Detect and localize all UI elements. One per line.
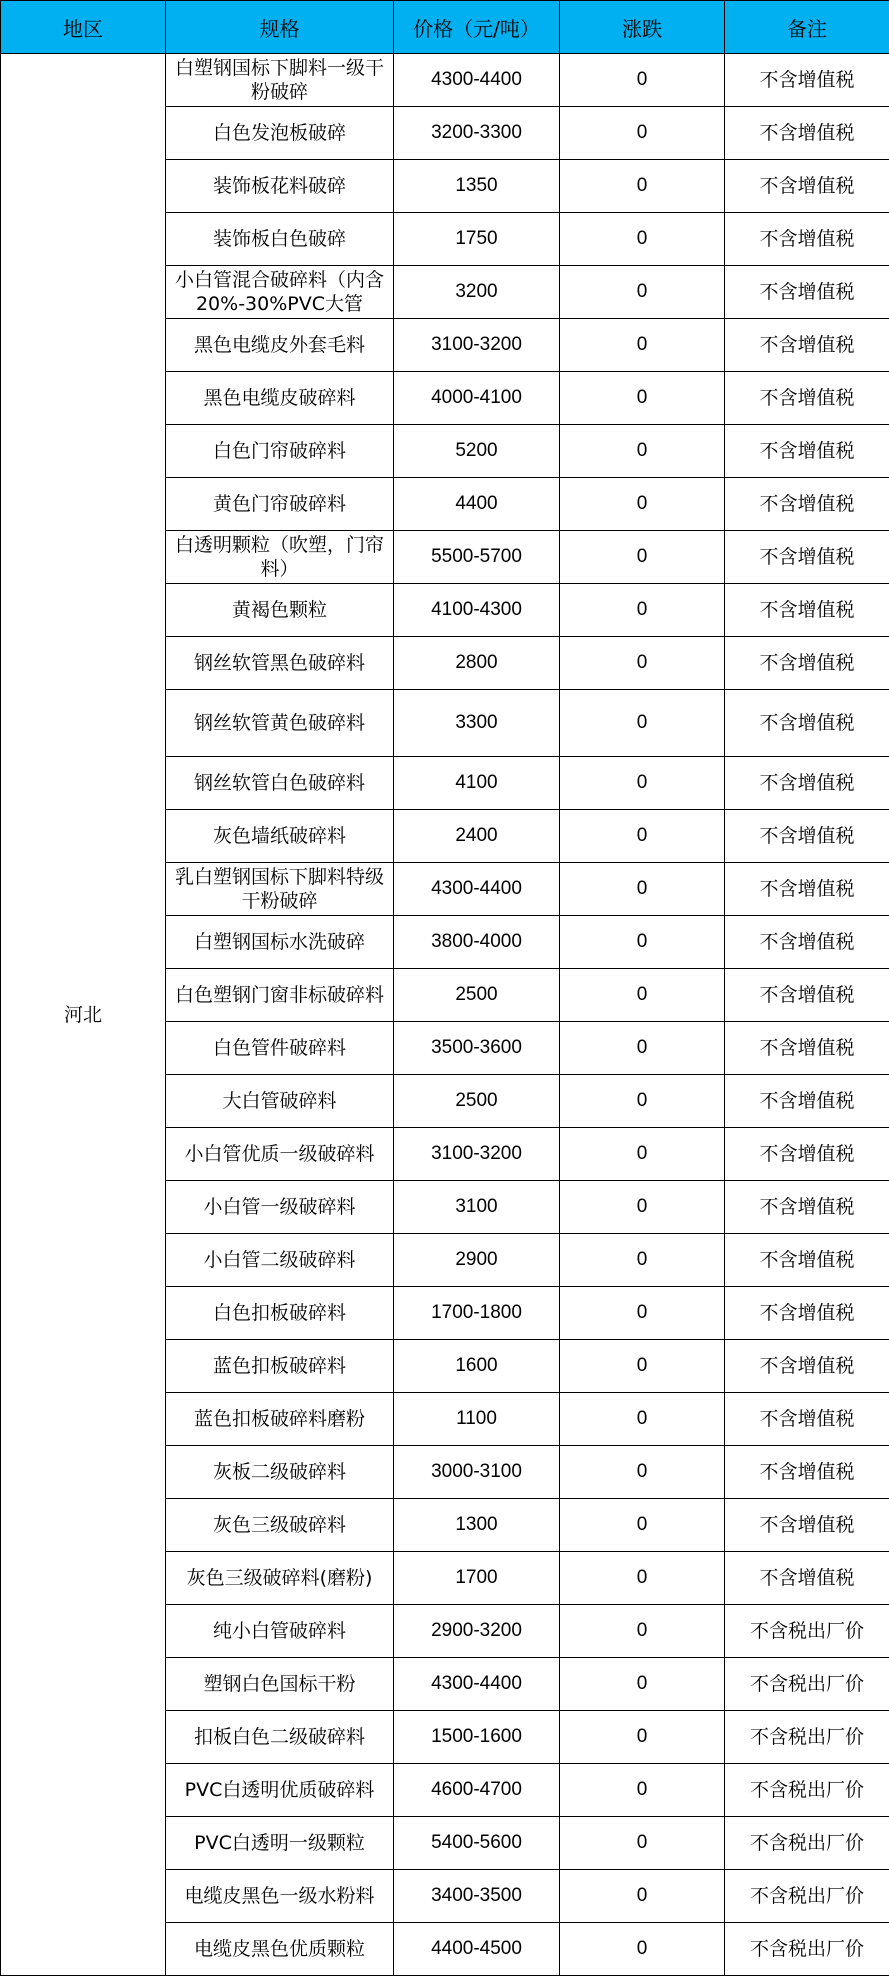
spec-cell: PVC白透明一级颗粒 (166, 1817, 394, 1870)
spec-cell: 装饰板白色破碎 (166, 213, 394, 266)
spec-cell: 小白管优质一级破碎料 (166, 1128, 394, 1181)
note-cell: 不含增值税 (725, 372, 889, 425)
spec-cell: 黑色电缆皮外套毛料 (166, 319, 394, 372)
spec-cell: 白色塑钢门窗非标破碎料 (166, 969, 394, 1022)
spec-cell: 白色扣板破碎料 (166, 1287, 394, 1340)
change-cell: 0 (560, 916, 725, 969)
price-cell: 4100-4300 (394, 584, 560, 637)
note-cell: 不含增值税 (725, 1446, 889, 1499)
spec-cell: 黄褐色颗粒 (166, 584, 394, 637)
note-cell: 不含增值税 (725, 1393, 889, 1446)
note-cell: 不含增值税 (725, 1287, 889, 1340)
spec-cell: 电缆皮黑色一级水粉料 (166, 1870, 394, 1923)
note-cell: 不含增值税 (725, 584, 889, 637)
change-cell: 0 (560, 637, 725, 690)
price-cell: 1100 (394, 1393, 560, 1446)
spec-cell: 白色管件破碎料 (166, 1022, 394, 1075)
spec-cell: 蓝色扣板破碎料磨粉 (166, 1393, 394, 1446)
price-cell: 2400 (394, 810, 560, 863)
change-cell: 0 (560, 1393, 725, 1446)
spec-cell: 灰色三级破碎料(磨粉) (166, 1552, 394, 1605)
change-cell: 0 (560, 54, 725, 107)
price-cell: 3400-3500 (394, 1870, 560, 1923)
price-cell: 1600 (394, 1340, 560, 1393)
note-cell: 不含增值税 (725, 266, 889, 319)
change-cell: 0 (560, 1022, 725, 1075)
header-note: 备注 (725, 1, 889, 54)
note-cell: 不含增值税 (725, 690, 889, 757)
price-cell: 3200 (394, 266, 560, 319)
change-cell: 0 (560, 478, 725, 531)
note-cell: 不含增值税 (725, 1552, 889, 1605)
note-cell: 不含增值税 (725, 810, 889, 863)
price-cell: 3300 (394, 690, 560, 757)
note-cell: 不含增值税 (725, 1128, 889, 1181)
change-cell: 0 (560, 863, 725, 916)
price-cell: 2500 (394, 1075, 560, 1128)
note-cell: 不含税出厂价 (725, 1870, 889, 1923)
price-cell: 1300 (394, 1499, 560, 1552)
change-cell: 0 (560, 1075, 725, 1128)
price-cell: 2500 (394, 969, 560, 1022)
note-cell: 不含税出厂价 (725, 1711, 889, 1764)
price-cell: 3800-4000 (394, 916, 560, 969)
spec-cell: 钢丝软管白色破碎料 (166, 757, 394, 810)
note-cell: 不含增值税 (725, 1075, 889, 1128)
spec-cell: 小白管混合破碎料（内含20%-30%PVC大管 (166, 266, 394, 319)
price-cell: 3100-3200 (394, 1128, 560, 1181)
table-row (1, 54, 889, 107)
price-cell: 5400-5600 (394, 1817, 560, 1870)
spec-cell: 塑钢白色国标干粉 (166, 1658, 394, 1711)
spec-cell: 灰板二级破碎料 (166, 1446, 394, 1499)
price-cell: 2900 (394, 1234, 560, 1287)
note-cell: 不含增值税 (725, 637, 889, 690)
change-cell: 0 (560, 1499, 725, 1552)
price-cell: 4600-4700 (394, 1764, 560, 1817)
price-cell: 1700-1800 (394, 1287, 560, 1340)
note-cell: 不含增值税 (725, 213, 889, 266)
change-cell: 0 (560, 1764, 725, 1817)
change-cell: 0 (560, 1287, 725, 1340)
price-cell: 3100 (394, 1181, 560, 1234)
spec-cell: 白透明颗粒（吹塑，门帘料） (166, 531, 394, 584)
spec-cell: 灰色墙纸破碎料 (166, 810, 394, 863)
note-cell: 不含增值税 (725, 1181, 889, 1234)
spec-cell: 白塑钢国标水洗破碎 (166, 916, 394, 969)
change-cell: 0 (560, 1128, 725, 1181)
header-spec: 规格 (166, 1, 394, 54)
spec-cell: 黄色门帘破碎料 (166, 478, 394, 531)
note-cell: 不含增值税 (725, 1022, 889, 1075)
change-cell: 0 (560, 757, 725, 810)
change-cell: 0 (560, 531, 725, 584)
spec-cell: PVC白透明优质破碎料 (166, 1764, 394, 1817)
spec-cell: 纯小白管破碎料 (166, 1605, 394, 1658)
note-cell: 不含税出厂价 (725, 1605, 889, 1658)
price-cell: 4000-4100 (394, 372, 560, 425)
price-cell: 4100 (394, 757, 560, 810)
note-cell: 不含增值税 (725, 1340, 889, 1393)
change-cell: 0 (560, 107, 725, 160)
header-price: 价格（元/吨） (394, 1, 560, 54)
change-cell: 0 (560, 213, 725, 266)
change-cell: 0 (560, 1446, 725, 1499)
spec-cell: 装饰板花料破碎 (166, 160, 394, 213)
change-cell: 0 (560, 1923, 725, 1976)
spec-cell: 小白管一级破碎料 (166, 1181, 394, 1234)
spec-cell: 白色发泡板破碎 (166, 107, 394, 160)
table-body (1, 54, 889, 1976)
note-cell: 不含增值税 (725, 531, 889, 584)
note-cell: 不含增值税 (725, 54, 889, 107)
header-row (1, 1, 889, 54)
change-cell: 0 (560, 1552, 725, 1605)
spec-cell: 大白管破碎料 (166, 1075, 394, 1128)
note-cell: 不含增值税 (725, 107, 889, 160)
spec-cell: 小白管二级破碎料 (166, 1234, 394, 1287)
header-region: 地区 (1, 1, 166, 54)
price-cell: 4400 (394, 478, 560, 531)
note-cell: 不含增值税 (725, 319, 889, 372)
change-cell: 0 (560, 1817, 725, 1870)
price-cell: 5200 (394, 425, 560, 478)
change-cell: 0 (560, 1658, 725, 1711)
note-cell: 不含增值税 (725, 425, 889, 478)
note-cell: 不含税出厂价 (725, 1923, 889, 1976)
change-cell: 0 (560, 160, 725, 213)
price-cell: 4300-4400 (394, 1658, 560, 1711)
price-cell: 2800 (394, 637, 560, 690)
note-cell: 不含税出厂价 (725, 1764, 889, 1817)
spec-cell: 白色门帘破碎料 (166, 425, 394, 478)
spec-cell: 钢丝软管黄色破碎料 (166, 690, 394, 757)
change-cell: 0 (560, 810, 725, 863)
change-cell: 0 (560, 319, 725, 372)
change-cell: 0 (560, 969, 725, 1022)
change-cell: 0 (560, 266, 725, 319)
spec-cell: 钢丝软管黑色破碎料 (166, 637, 394, 690)
change-cell: 0 (560, 1340, 725, 1393)
price-cell: 3500-3600 (394, 1022, 560, 1075)
price-cell: 3100-3200 (394, 319, 560, 372)
change-cell: 0 (560, 584, 725, 637)
change-cell: 0 (560, 1870, 725, 1923)
change-cell: 0 (560, 690, 725, 757)
spec-cell: 蓝色扣板破碎料 (166, 1340, 394, 1393)
note-cell: 不含增值税 (725, 916, 889, 969)
spec-cell: 电缆皮黑色优质颗粒 (166, 1923, 394, 1976)
price-cell: 1350 (394, 160, 560, 213)
change-cell: 0 (560, 1711, 725, 1764)
change-cell: 0 (560, 1234, 725, 1287)
note-cell: 不含增值税 (725, 757, 889, 810)
spec-cell: 白塑钢国标下脚料一级干粉破碎 (166, 54, 394, 107)
price-cell: 1750 (394, 213, 560, 266)
spec-cell: 灰色三级破碎料 (166, 1499, 394, 1552)
change-cell: 0 (560, 1181, 725, 1234)
price-cell: 3000-3100 (394, 1446, 560, 1499)
note-cell: 不含增值税 (725, 478, 889, 531)
note-cell: 不含增值税 (725, 160, 889, 213)
price-cell: 4300-4400 (394, 54, 560, 107)
price-cell: 4300-4400 (394, 863, 560, 916)
spec-cell: 乳白塑钢国标下脚料特级干粉破碎 (166, 863, 394, 916)
price-cell: 1700 (394, 1552, 560, 1605)
note-cell: 不含税出厂价 (725, 1817, 889, 1870)
spec-cell: 黑色电缆皮破碎料 (166, 372, 394, 425)
note-cell: 不含增值税 (725, 1499, 889, 1552)
price-cell: 2900-3200 (394, 1605, 560, 1658)
price-cell: 4400-4500 (394, 1923, 560, 1976)
note-cell: 不含增值税 (725, 1234, 889, 1287)
price-cell: 5500-5700 (394, 531, 560, 584)
change-cell: 0 (560, 372, 725, 425)
price-cell: 3200-3300 (394, 107, 560, 160)
spec-cell: 扣板白色二级破碎料 (166, 1711, 394, 1764)
change-cell: 0 (560, 425, 725, 478)
header-change: 涨跌 (560, 1, 725, 54)
note-cell: 不含税出厂价 (725, 1658, 889, 1711)
change-cell: 0 (560, 1605, 725, 1658)
note-cell: 不含增值税 (725, 863, 889, 916)
price-cell: 1500-1600 (394, 1711, 560, 1764)
region-cell: 河北 (1, 54, 166, 1976)
note-cell: 不含增值税 (725, 969, 889, 1022)
